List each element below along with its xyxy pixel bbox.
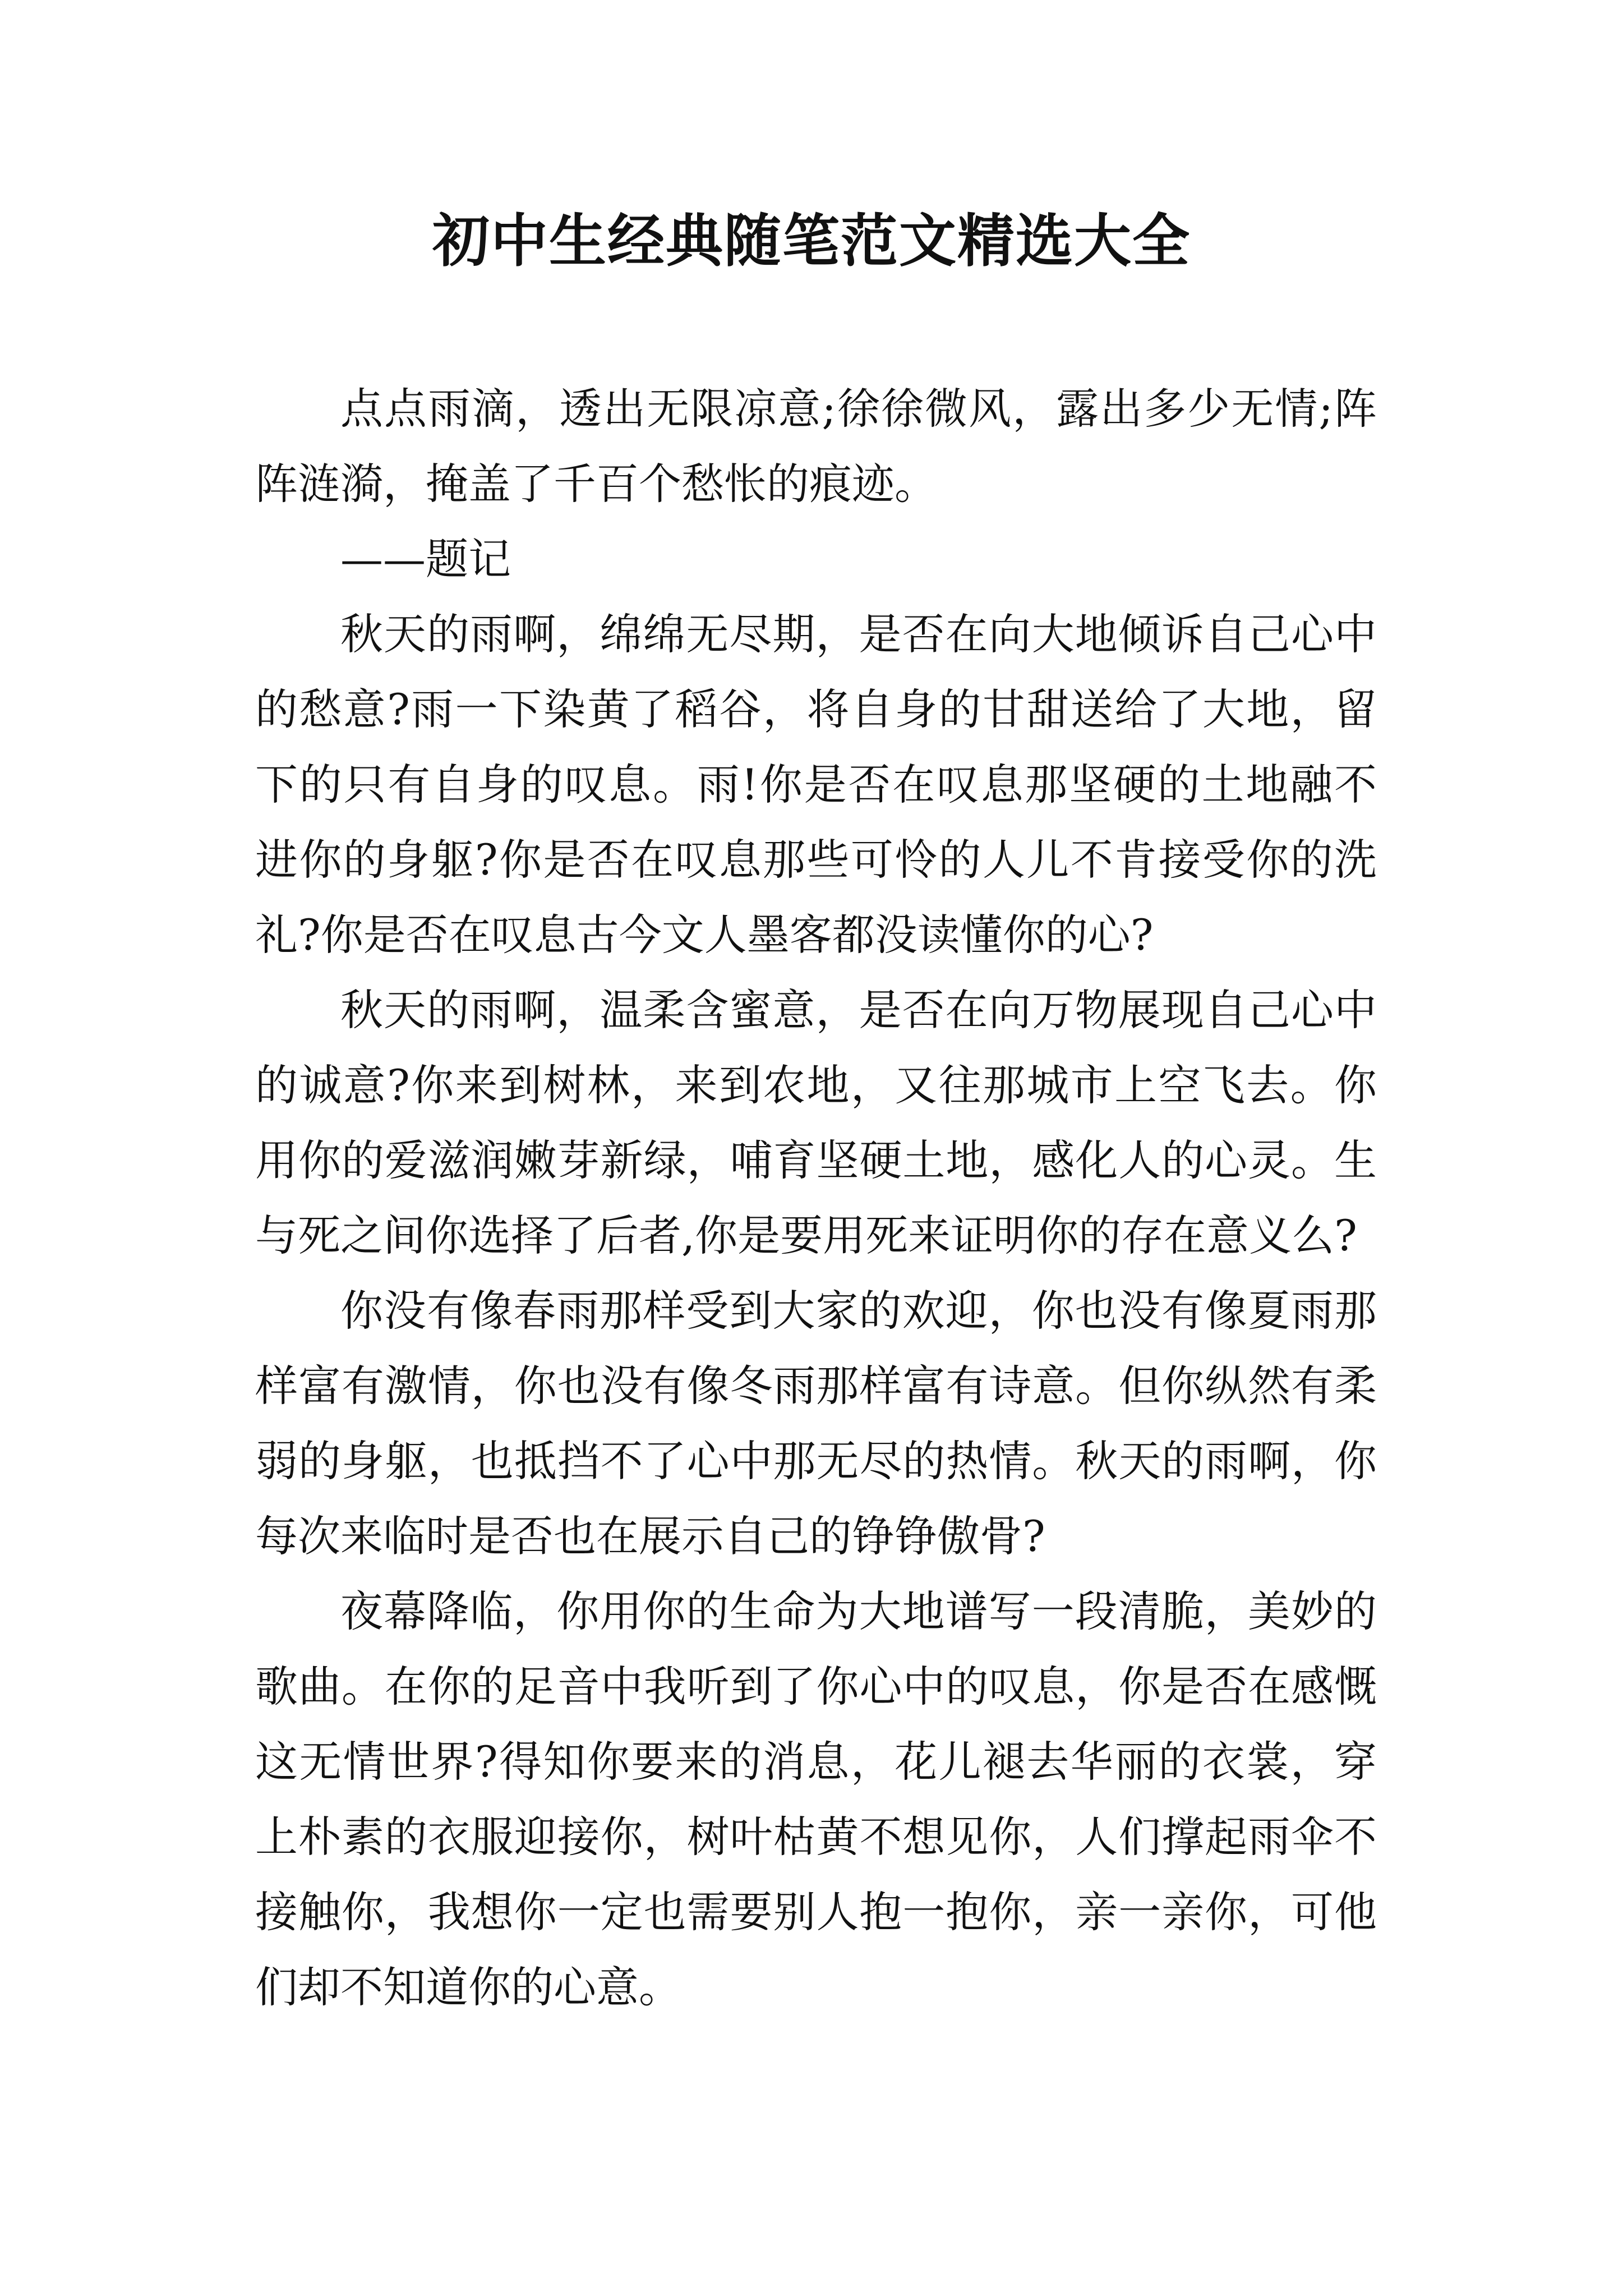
paragraph-rain-comparison: 你没有像春雨那样受到大家的欢迎，你也没有像夏雨那样富有激情，你也没有像冬雨那样富有诗意。但你纵然有柔弱的身躯，也抵挡不了心中那无尽的热情。秋天的雨啊，你每次来临时是否也在展示自己的铮铮傲骨? [255,1286,1377,1561]
paragraph-nightfall: 夜幕降临，你用你的生命为大地谱写一段清脆，美妙的歌曲。在你的足音中我听到了你心中的叹息，你是否在感慨这无情世界?得知你要来的消息，花儿褪去华丽的衣裳，穿上朴素的衣服迎接你，树叶枯黄不想见你，人们撑起雨伞不接触你，我想你一定也需要别人抱一抱你，亲一亲你，可他们却不知道你的心意。 [255,1586,1377,2012]
paragraph-epigraph-signature: ——题记 [340,534,511,584]
paragraph-autumn-rain-tenderness: 秋天的雨啊，温柔含蜜意，是否在向万物展现自己心中的诚意?你来到树林，来到农地，又往那城市上空飞去。你用你的爱滋润嫩芽新绿，哺育坚硬土地，感化人的心灵。生与死之间你选择了后者,你是要用死来证明你的存在意义么? [255,985,1377,1260]
paragraph-epigraph: 点点雨滴，透出无限凉意;徐徐微风，露出多少无情;阵阵涟漪，掩盖了千百个愁怅的痕迹。 [255,384,1377,509]
paragraph-autumn-rain-sorrow: 秋天的雨啊，绵绵无尽期，是否在向大地倾诉自己心中的愁意?雨一下染黄了稻谷，将自身的甘甜送给了大地，留下的只有自身的叹息。雨!你是否在叹息那坚硬的土地融不进你的身躯?你是否在叹息那些可怜的人儿不肯接受你的洗礼?你是否在叹息古今文人墨客都没读懂你的心? [255,609,1377,960]
document-title: 初中生经典随笔范文精选大全 [432,208,1191,275]
document-body [255,371,1377,2025]
